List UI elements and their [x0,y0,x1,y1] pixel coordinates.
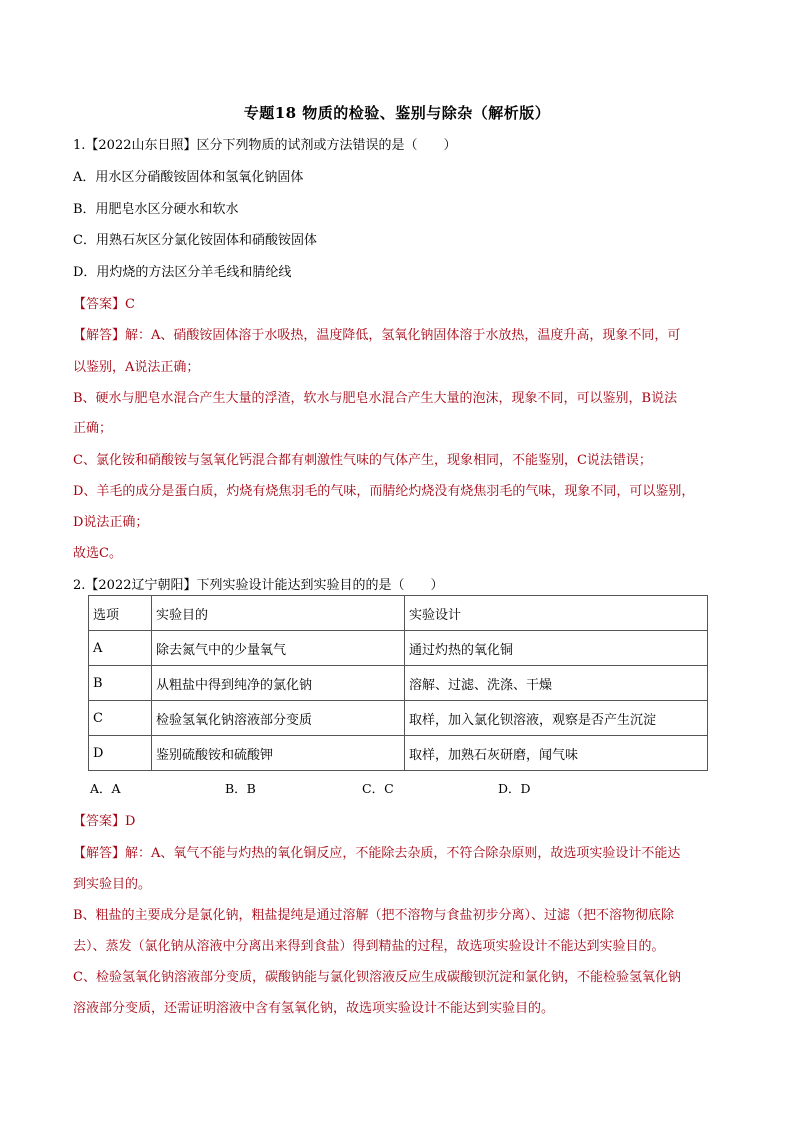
table-row [89,666,708,701]
q1-analysis-tag: 【解答】 [73,328,126,343]
q1-option-a: A．用水区分硝酸铵固体和氢氧化钠固体 [73,170,304,185]
q1-conclusion: 故选C。 [73,546,122,561]
table-cell: D [89,736,152,771]
q2-option-b: B．B [225,781,256,796]
table-header-cell: 选项 [89,596,152,631]
q1-analysis-line: B、硬水与肥皂水混合产生大量的浮渣，软水与肥皂水混合产生大量的泡沫，现象不同，可以鉴别，B说法 [73,391,678,406]
q2-answer [73,810,135,829]
q1-option-b: B．用肥皂水区分硬水和软水 [73,202,239,217]
table-cell: 溶解、过滤、洗涤、干燥 [405,666,708,701]
q2-option-d: D．D [498,781,531,796]
table-cell: 检验氢氧化钠溶液部分变质 [152,701,405,736]
q1-option-c: C．用熟石灰区分氯化铵固体和硝酸铵固体 [73,233,317,248]
q2-analysis-line: 到实验目的。 [73,877,152,892]
table-cell: 从粗盐中得到纯净的氯化钠 [152,666,405,701]
table-header-row [89,596,708,631]
experiment-table [88,595,708,771]
table-row [89,631,708,666]
table-cell: 取样，加入氯化钡溶液，观察是否产生沉淀 [405,701,708,736]
q1-analysis-line: 正确； [73,421,113,436]
q1-answer-value: C [125,297,135,312]
q1-option-d: D．用灼烧的方法区分羊毛线和腈纶线 [73,265,292,280]
table-cell: A [89,631,152,666]
table-cell: 鉴别硫酸铵和硫酸钾 [152,736,405,771]
q2-option-a: A．A [90,781,121,796]
table-cell: B [89,666,152,701]
q1-analysis-line: D、羊毛的成分是蛋白质，灼烧有烧焦羽毛的气味，而腈纶灼烧没有烧焦羽毛的气味，现象不同，可以鉴别， [73,484,695,499]
table-row [89,701,708,736]
table-header-cell: 实验设计 [405,596,708,631]
q2-analysis-first [73,842,680,861]
q2-answer-value: D [125,814,136,829]
q1-answer [73,293,135,312]
table-row [89,736,708,771]
q2-answer-tag: 【答案】 [73,814,126,829]
table-cell: C [89,701,152,736]
document-title: 专题18 物质的检验、鉴别与除杂（解析版） [243,104,551,122]
q2-option-c: C．C [362,781,394,796]
q1-analysis-line: D说法正确； [73,515,149,530]
q1-analysis-line-1: 解：A、硝酸铵固体溶于水吸热，温度降低，氢氧化钠固体溶于水放热，温度升高，现象不同，可 [125,328,681,343]
q2-analysis-tag: 【解答】 [73,846,126,861]
table-header-cell: 实验目的 [152,596,405,631]
table-cell: 除去氮气中的少量氧气 [152,631,405,666]
q2-analysis-line: 去）、蒸发（氯化钠从溶液中分离出来得到食盐）得到精盐的过程，故选项实验设计不能达到实验目的。 [73,939,665,954]
q2-analysis-line: C、检验氢氧化钠溶液部分变质，碳酸钠能与氯化钡溶液反应生成碳酸钡沉淀和氯化钠，不能检验氢氧化钠 [73,970,681,985]
q2-stem: 2.【2022辽宁朝阳】下列实验设计能达到实验目的的是（ ） [73,578,444,593]
q1-stem: 1.【2022山东日照】区分下列物质的试剂或方法错误的是（ ） [73,138,457,153]
q2-analysis-line: 溶液部分变质，还需证明溶液中含有氢氧化钠，故选项实验设计不能达到实验目的。 [73,1001,555,1016]
q1-analysis-line: C、氯化铵和硝酸铵与氢氧化钙混合都有刺激性气味的气体产生，现象相同，不能鉴别，C说法错误； [73,453,652,468]
table-cell: 取样，加熟石灰研磨，闻气味 [405,736,708,771]
q1-analysis-first [73,324,680,343]
table-cell: 通过灼热的氧化铜 [405,631,708,666]
q2-analysis-line-1: 解：A、氧气不能与灼热的氧化铜反应，不能除去杂质，不符合除杂原则，故选项实验设计不能达 [125,846,681,861]
q1-analysis-line: 以鉴别，A说法正确； [73,360,200,375]
q1-answer-tag: 【答案】 [73,297,126,312]
q2-analysis-line: B、粗盐的主要成分是氯化钠，粗盐提纯是通过溶解（把不溶物与食盐初步分离）、过滤（把不溶物彻底除 [73,908,675,923]
